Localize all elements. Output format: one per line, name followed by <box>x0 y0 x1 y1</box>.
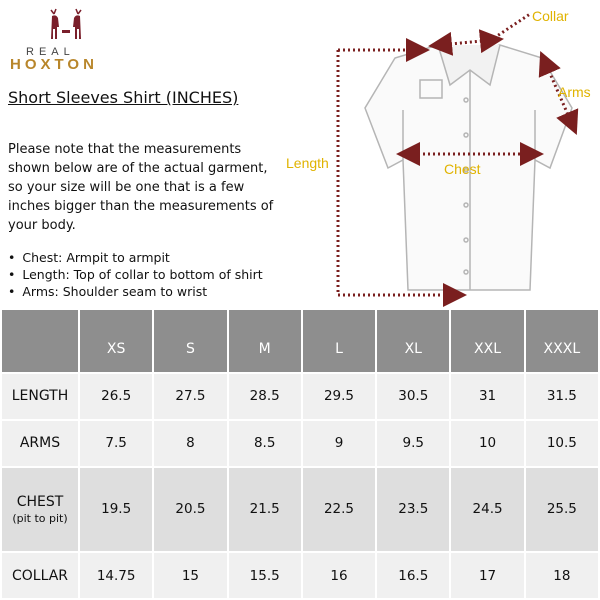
value-cell: 26.5 <box>79 373 153 420</box>
value-cell: 21.5 <box>228 467 302 553</box>
value-cell: 31.5 <box>525 373 599 420</box>
collar-arrow <box>440 40 492 45</box>
table-row-collar <box>1 552 599 599</box>
value-cell: 16.5 <box>376 552 450 599</box>
value-cell: 22.5 <box>302 467 376 553</box>
row-label-length: LENGTH <box>1 373 79 420</box>
size-header-xs: XS <box>79 309 153 373</box>
value-cell: 27.5 <box>153 373 227 420</box>
value-cell: 19.5 <box>79 467 153 553</box>
row-label-collar: COLLAR <box>1 552 79 599</box>
value-cell: 25.5 <box>525 467 599 553</box>
header-corner-cell <box>1 309 79 373</box>
size-header-xxxl: XXXL <box>525 309 599 373</box>
table-row-length <box>1 373 599 420</box>
shirt-diagram <box>280 0 600 308</box>
length-label: Length <box>286 155 329 171</box>
measurement-note: Please note that the measurements shown below are of the actual garment, so your size will be one that is a few inches bigger than the measurements of your body. <box>8 142 274 233</box>
value-cell: 10 <box>450 420 524 467</box>
chest-label: Chest <box>444 161 481 177</box>
guide-item-length: • Length: Top of collar to bottom of shirt <box>8 266 263 283</box>
value-cell: 14.75 <box>79 552 153 599</box>
brand-line-real: REAL <box>26 46 75 58</box>
value-cell: 18 <box>525 552 599 599</box>
value-cell: 7.5 <box>79 420 153 467</box>
page-title: Short Sleeves Shirt (INCHES) <box>8 88 239 107</box>
collar-leader <box>494 14 530 38</box>
value-cell: 16 <box>302 552 376 599</box>
value-cell: 10.5 <box>525 420 599 467</box>
measurement-guide-list <box>8 249 263 300</box>
size-header-m: M <box>228 309 302 373</box>
row-label-arms: ARMS <box>1 420 79 467</box>
brand-logo <box>8 8 123 73</box>
value-cell: 8 <box>153 420 227 467</box>
size-header-l: L <box>302 309 376 373</box>
value-cell: 8.5 <box>228 420 302 467</box>
value-cell: 9 <box>302 420 376 467</box>
value-cell: 17 <box>450 552 524 599</box>
row-label-chest: CHEST (pit to pit) <box>1 467 79 553</box>
arms-label: Arms <box>558 84 591 100</box>
value-cell: 15.5 <box>228 552 302 599</box>
size-header-xxl: XXL <box>450 309 524 373</box>
table-row-chest <box>1 467 599 553</box>
guide-item-arms: • Arms: Shoulder seam to wrist <box>8 283 263 300</box>
value-cell: 20.5 <box>153 467 227 553</box>
value-cell: 23.5 <box>376 467 450 553</box>
size-header-row <box>1 309 599 373</box>
table-row-arms <box>1 420 599 467</box>
size-chart-table <box>0 308 600 600</box>
value-cell: 24.5 <box>450 467 524 553</box>
value-cell: 15 <box>153 552 227 599</box>
value-cell: 30.5 <box>376 373 450 420</box>
collar-label: Collar <box>532 8 569 24</box>
value-cell: 28.5 <box>228 373 302 420</box>
value-cell: 29.5 <box>302 373 376 420</box>
value-cell: 31 <box>450 373 524 420</box>
brand-line-hoxton: HOXTON <box>10 56 98 73</box>
deer-emblem-icon <box>46 8 86 42</box>
size-header-xl: XL <box>376 309 450 373</box>
value-cell: 9.5 <box>376 420 450 467</box>
guide-item-chest: • Chest: Armpit to armpit <box>8 249 263 266</box>
row-sublabel-chest: (pit to pit) <box>12 511 68 525</box>
size-header-s: S <box>153 309 227 373</box>
